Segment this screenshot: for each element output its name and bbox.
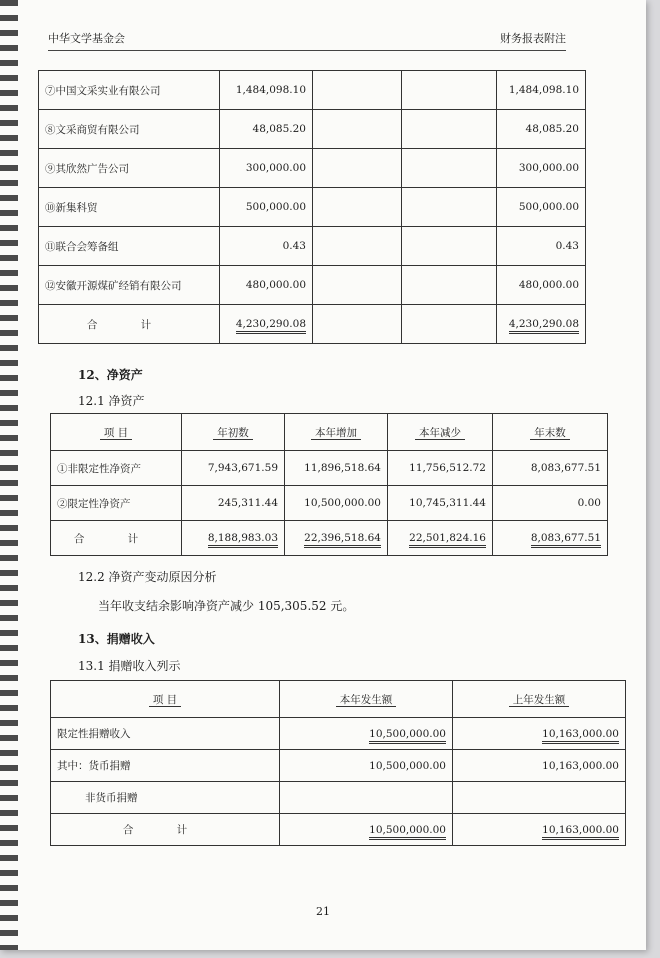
row-name: ⑩新集科贸 [39,188,220,227]
header-org: 中华文学基金会 [48,32,125,45]
row-begin: 0.43 [220,227,313,266]
org-table [38,70,586,344]
table-row [51,750,626,782]
header-section: 财务报表附注 [500,32,566,45]
row-end: 1,484,098.10 [497,71,586,110]
page-header [48,28,566,51]
section-12-2-title: 12.2 净资产变动原因分析 [78,570,217,584]
row-name: 限定性捐赠收入 [51,718,280,750]
total-begin: 8,188,983.03 [208,532,278,548]
section-12-2-text: 当年收支结余影响净资产减少 105,305.52 元。 [98,599,355,613]
table-row [39,227,586,266]
row-current: 10,500,000.00 [369,728,446,744]
section-13-1-title: 13.1 捐赠收入列示 [78,659,181,673]
table-row [51,486,608,521]
header-current: 本年发生额 [336,694,397,707]
total-increase: 22,396,518.64 [304,532,381,548]
row-end: 8,083,677.51 [493,451,608,486]
table-row [39,71,586,110]
donation-table [50,680,626,846]
section-12-1-title: 12.1 净资产 [78,394,145,408]
row-begin: 300,000.00 [220,149,313,188]
total-current: 10,500,000.00 [369,824,446,840]
row-end: 0.00 [493,486,608,521]
row-current: 10,500,000.00 [280,750,453,782]
total-end: 8,083,677.51 [531,532,601,548]
total-row [39,305,586,344]
total-begin: 4,230,290.08 [236,318,306,334]
row-decrease: 10,745,311.44 [388,486,493,521]
row-end: 500,000.00 [497,188,586,227]
row-increase: 11,896,518.64 [285,451,388,486]
row-name: ②限定性净资产 [51,486,182,521]
header-previous: 上年发生额 [509,694,570,707]
row-name: ①非限定性净资产 [51,451,182,486]
total-previous: 10,163,000.00 [542,824,619,840]
row-current [280,782,453,814]
row-begin: 245,311.44 [182,486,285,521]
total-row [51,814,626,846]
row-previous: 10,163,000.00 [542,728,619,744]
row-name: ⑪联合会筹备组 [39,227,220,266]
section-13-title: 13、捐赠收入 [78,632,155,646]
header-item: 项 目 [100,427,132,440]
row-end: 48,085.20 [497,110,586,149]
header-increase: 本年增加 [311,427,361,440]
section-12-title: 12、净资产 [78,368,143,382]
row-previous [453,782,626,814]
table-row [39,110,586,149]
row-end: 480,000.00 [497,266,586,305]
table-row [51,718,626,750]
total-decrease: 22,501,824.16 [409,532,486,548]
table-row [39,266,586,305]
table-header-row [51,681,626,718]
table-header-row [51,414,608,451]
row-name: 其中：货币捐赠 [51,750,280,782]
table-row [39,149,586,188]
row-begin: 480,000.00 [220,266,313,305]
row-name: ⑨其欣然广告公司 [39,149,220,188]
row-decrease: 11,756,512.72 [388,451,493,486]
table-row [39,188,586,227]
row-name: ⑫安徽开源煤矿经销有限公司 [39,266,220,305]
row-name: 非货币捐赠 [51,782,280,814]
table-row [51,782,626,814]
header-begin: 年初数 [213,427,253,440]
header-decrease: 本年减少 [415,427,465,440]
row-name: ⑦中国文采实业有限公司 [39,71,220,110]
header-end: 年末数 [530,427,570,440]
row-begin: 500,000.00 [220,188,313,227]
row-begin: 48,085.20 [220,110,313,149]
row-increase: 10,500,000.00 [285,486,388,521]
row-begin: 7,943,671.59 [182,451,285,486]
spiral-binding [0,0,18,950]
header-item: 项 目 [149,694,181,707]
row-end: 300,000.00 [497,149,586,188]
total-end: 4,230,290.08 [509,318,579,334]
page-number: 21 [316,905,330,918]
total-label: 合 计 [51,814,280,846]
row-begin: 1,484,098.10 [220,71,313,110]
total-label: 合 计 [39,305,220,344]
net-assets-table [50,413,608,556]
row-previous: 10,163,000.00 [453,750,626,782]
table-row [51,451,608,486]
row-end: 0.43 [497,227,586,266]
total-label: 合 计 [51,521,182,556]
row-name: ⑧文采商贸有限公司 [39,110,220,149]
total-row [51,521,608,556]
